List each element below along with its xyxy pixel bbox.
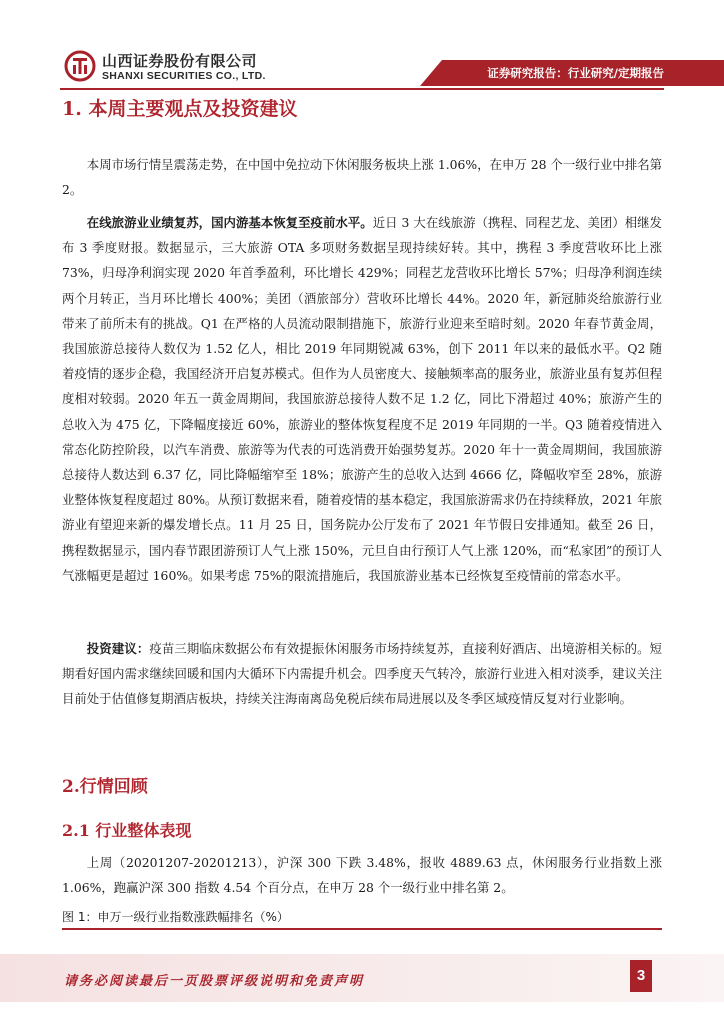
footer <box>0 954 724 1002</box>
disclaimer-notice: 请务必阅读最后一页股票评级说明和免责声明 <box>64 974 365 989</box>
page-number: 3 <box>630 960 652 992</box>
investment-advice-lead: 投资建议： <box>86 641 150 656</box>
investment-advice-paragraph <box>62 636 662 712</box>
weekly-performance-paragraph: 上周（20201207-20201213），沪深 300 下跌 3.48%，报收 4889.63 点，休闲服务行业指数上涨 1.06%，跑赢沪深 300 指数 4.54 个百分点，在申万 28 个一级行业中排名第 2。 <box>62 855 662 896</box>
online-travel-lead: 在线旅游业业绩复苏，国内游基本恢复至疫前水平。 <box>86 215 373 230</box>
section-2-heading: 2.行情回顾 <box>62 777 148 797</box>
figure-divider <box>62 928 662 930</box>
investment-advice-text: 疫苗三期临床数据公布有效提振休闲服务市场持续复苏，直接利好酒店、出境游相关标的。短期看好国内需求继续回暖和国内大循环下内需提升机会。四季度天气转冷，旅游行业进入相对淡季，建议关注目前处于估值修复期酒店板块，持续关注海南离岛免税后续布局进展以及冬季区域疫情反复对行业影响。 <box>62 641 663 707</box>
section-1-heading: 1. 本周主要观点及投资建议 <box>62 98 298 120</box>
company-name-en: SHANXI SECURITIES CO., LTD. <box>102 70 266 82</box>
online-travel-text: 近日 3 大在线旅游（携程、同程艺龙、美团）相继发布 3 季度财报。数据显示，三大旅游 OTA 多项财务数据呈现持续好转。其中，携程 3 季度营收环比上涨 73%，归母净利润实现 2020 年首季盈利，环比增长 429%；同程艺龙营收环比增长 57%；归母净利润连续两个月转正，当月环比增长 400%；美团（酒旅部分）营收环比增长 44%。2020 年，新冠肺炎给旅游行业带来了前所未有的挑战。Q1 在严格的人员流动限制措施下，旅游行业迎来至暗时刻。2020 年春节黄金周，我国旅游总接待人数仅为 1.52 亿人，相比 2019 年同期锐减 63%，创下 2011 年以来的最低水平。Q2 随着疫情的逐步企稳，我国经济开启复苏模式。但作为人员密度大、接触频率高的服务业，旅游业虽有复苏但程度相对较弱。2020 年五一黄金周期间，我国旅游总接待人数不足 1.2 亿，同比下滑超过 40%；旅游产生的总收入为 475 亿，下降幅度接近 60%，旅游业的整体恢复程度不足 2019 年同期的一半。Q3 随着疫情进入常态化防控阶段，以汽车消费、旅游等为代表的可选消费开始强势复苏。2020 年十一黄金周期间，我国旅游总接待人数达到 6.37 亿，同比降幅缩窄至 18%；旅游产生的总收入达到 4666 亿，降幅收窄至 28%，旅游业整体恢复程度超过 80%。从预订数据来看，随着疫情的基本稳定，我国旅游需求仍在持续释放，2021 年旅游业有望迎来新的爆发增长点。11 月 25 日，国务院办公厅发布了 2021 年节假日安排通知。截至 26 日，携程数据显示，国内春节跟团游预订人气上涨 150%，元旦自由行预订人气上涨 120%，而“私家团”的预订人气涨幅更是超过 160%。如果考虑 75%的限流措施后，我国旅游业基本已经恢复至疫情前的常态水平。 <box>62 215 663 583</box>
company-name-cn: 山西证券股份有限公司 <box>102 52 258 70</box>
report-header <box>0 0 724 92</box>
header-divider <box>60 88 664 90</box>
market-summary-paragraph: 本周市场行情呈震荡走势，在中国中免拉动下休闲服务板块上涨 1.06%，在申万 28 个一级行业中排名第 2。 <box>62 157 662 198</box>
figure-caption: 图 1：申万一级行业指数涨跌幅排名（%） <box>62 910 289 924</box>
online-travel-paragraph <box>62 210 662 588</box>
report-type-tag: 证券研究报告：行业研究/定期报告 <box>487 66 664 80</box>
company-logo-icon <box>64 50 96 82</box>
section-2-1-heading: 2.1 行业整体表现 <box>62 821 192 840</box>
